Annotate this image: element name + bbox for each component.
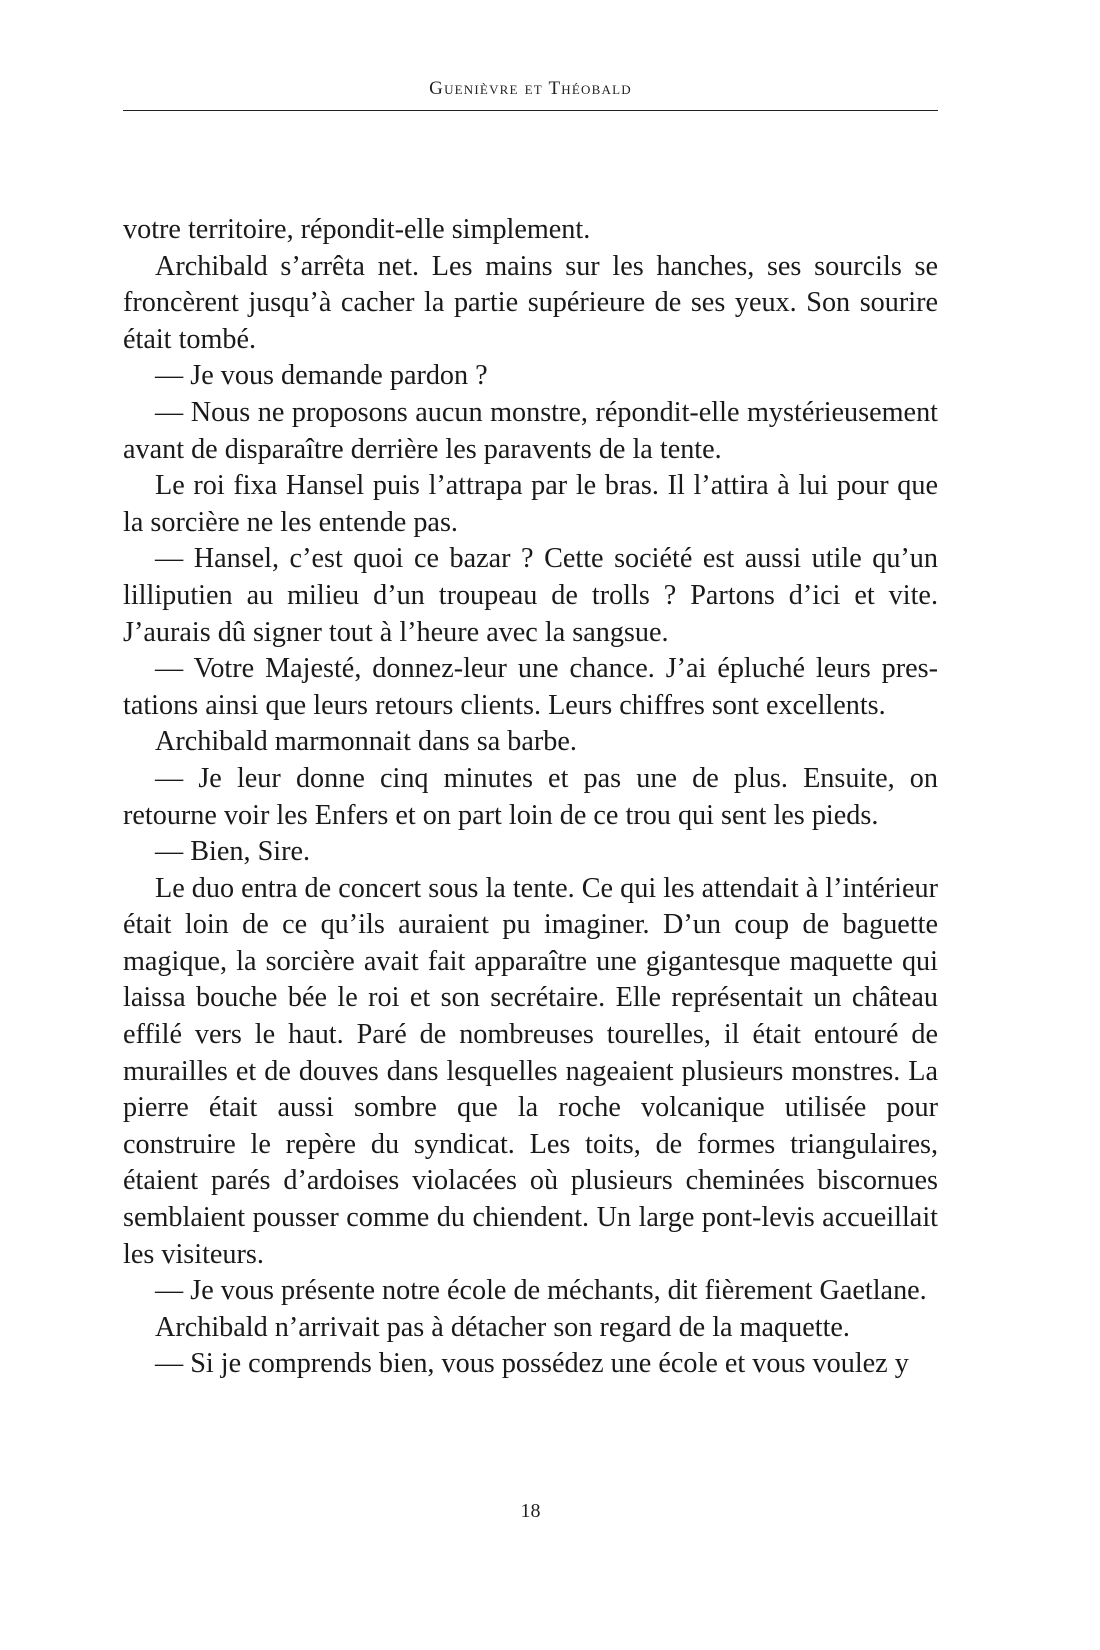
paragraph: — Bien, Sire. bbox=[155, 836, 311, 868]
paragraph: votre territoire, répondit-elle simplement. bbox=[123, 214, 591, 245]
paragraph: — Je leur donne cinq minutes et pas une de plus. Ensuite, on retourne voir les Enfers et on part loin de ce trou qui sent les pieds. bbox=[123, 762, 938, 831]
running-header: Guenièvre et Théobald bbox=[429, 78, 632, 99]
page-number: 18 bbox=[520, 1500, 541, 1522]
paragraph: Archibald s’arrêta net. Les mains sur les hanches, ses sourcils se froncèrent jusqu’à cacher la partie supérieure de ses yeux. Son sourire était tombé. bbox=[123, 250, 938, 355]
paragraph: — Nous ne proposons aucun monstre, répondit-elle mystérieusement avant de disparaître derrière les paravents de la tente. bbox=[123, 396, 938, 465]
paragraph: Archibald marmonnait dans sa barbe. bbox=[155, 726, 577, 758]
paragraph: — Je vous demande pardon ? bbox=[155, 360, 488, 392]
paragraph: Archibald n’arrivait pas à détacher son regard de la maquette. bbox=[155, 1311, 850, 1343]
paragraph: Le duo entra de concert sous la tente. Ce qui les attendait à l’intérieur était loin de ce qu’ils auraient pu imaginer. D’un coup de baguette magique, la sorcière avait fait apparaître une gigantesque maquette qui laissa bouche bée le roi et son secrétaire. Elle représentait un château effilé vers le haut. Paré de nombreuses tourelles, il était entouré de murailles et de douves dans lesquelles nageaient plusieurs monstres. La pierre était aussi sombre que la roche volcanique utilisée pour construire le repère du syndicat. Les toits, de formes triangulaires, étaient parés d’ardoises violacées où plusieurs cheminées biscornues semblaient pousser comme du chiendent. Un large pont-levis accueillait les visiteurs. bbox=[123, 872, 938, 1270]
body-text bbox=[123, 212, 938, 1383]
header-rule bbox=[123, 110, 938, 111]
paragraph: — Si je comprends bien, vous possédez une école et vous voulez y bbox=[155, 1348, 909, 1380]
paragraph: Le roi fixa Hansel puis l’attrapa par le bras. Il l’attira à lui pour que la sorcière ne les entende pas. bbox=[123, 470, 938, 538]
paragraph: — Je vous présente notre école de méchants, dit fièrement Gaetlane. bbox=[155, 1275, 927, 1307]
paragraph: — Hansel, c’est quoi ce bazar ? Cette société est aussi utile qu’un lilliputien au milieu d’un troupeau de trolls ? Partons d’ici et vite. J’aurais dû signer tout à l’heure avec la sangsue. bbox=[123, 543, 938, 648]
paragraph: — Votre Majesté, donnez-leur une chance. J’ai épluché leurs prestations ainsi que leurs retours clients. Leurs chiffres sont excellents. bbox=[123, 653, 938, 721]
